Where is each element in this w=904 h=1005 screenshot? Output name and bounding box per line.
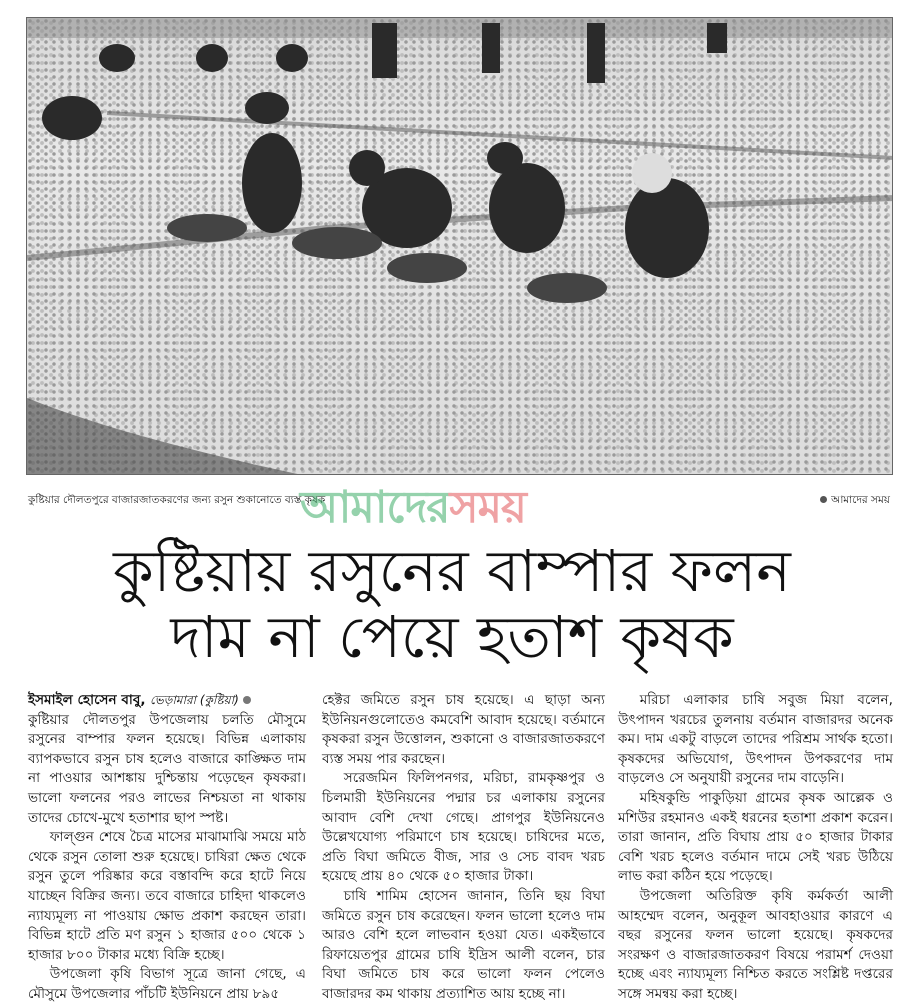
byline: ইসমাইল হোসেন বাবু, [28, 692, 146, 708]
photo-caption: কুষ্টিয়ার দৌলতপুরে বাজারজাতকরণের জন্য রসুন শুকানোতে ব্যস্ত কৃষক [28, 494, 326, 506]
photo-credit [820, 493, 890, 510]
photo-figures [27, 18, 893, 475]
headline-line-2: দাম না পেয়ে হতাশ কৃষক [170, 603, 734, 671]
bullet-icon [243, 696, 251, 704]
photo-credit-text: আমাদের সময় [831, 494, 890, 506]
paragraph: চাষি শামিম হোসেন জানান, তিনি ছয় বিঘা জমিতে রসুন চাষ করেছেন। ফলন ভালো হলেও দাম আরও বেশি হলে লাভবান হওয়া যেত। একইভাবে রিফায়েতপুর গ্রামের চাষি ইদ্রিস আলী বলেন, চার বিঘা জমিতে চাষ করে ভালো ফলন পেলেও বাজারদর কম থাকায় প্রত্যাশিত আয় হচ্ছে না। [322, 887, 605, 1002]
paragraph: উপজেলা অতিরিক্ত কৃষি কর্মকর্তা আলী আহম্মেদ বলেন, অনুকূল আবহাওয়ার কারণে এ বছর রসুনের ফলন ভালো হয়েছে। কৃষকদের সংরক্ষণ ও বাজারজাতকরণ বিষয়ে পরামর্শ দেওয়া হচ্ছে এবং ন্যায্যমূল্য নিশ্চিত করতে সংশ্লিষ্ট দপ্তরের সঙ্গে সমন্বয় করা হচ্ছে। [618, 887, 893, 1002]
paragraph: সরেজমিন ফিলিপনগর, মরিচা, রামকৃষ্ণপুর ও চিলমারী ইউনিয়নের পদ্মার চর এলাকায় রসুনের আবাদ বেশি দেখা গেছে। প্রাগপুর ইউনিয়নেও উল্লেখযোগ্য পরিমাণে চাষ হয়েছে। চাষিদের মতে, প্রতি বিঘা জমিতে বীজ, সার ও সেচ বাবদ খরচ হয়েছে প্রায় ৪০ থেকে ৫০ হাজার টাকা। [322, 770, 605, 885]
news-photo-garlic-drying [26, 17, 893, 475]
headline-line-1: কুষ্টিয়ায় রসুনের বাম্পার ফলন [113, 537, 791, 605]
paragraph: হেক্টর জমিতে রসুন চাষ হয়েছে। এ ছাড়া অন্য ইউনিয়নগুলোতেও কমবেশি আবাদ হয়েছে। বর্তমানে কৃষকরা রসুন উত্তোলন, শুকানো ও বাজারজাতকরণে ব্যস্ত সময় পার করছেন। [322, 692, 605, 767]
article-column-1 [28, 691, 306, 1005]
article-column-3 [618, 691, 893, 1005]
headline [0, 538, 904, 670]
paragraph: মহিষকুন্ডি পাকুড়িয়া গ্রামের কৃষক আল্লেক ও মশিউর রহমানও একই ধরনের হতাশা প্রকাশ করেন। তারা জানান, প্রতি বিঘায় প্রায় ৫০ হাজার টাকার বেশি খরচ হলেও বর্তমান দামে সেই খরচ উঠিয়ে লাভ করা কঠিন হয়ে পড়েছে। [618, 789, 893, 885]
paragraph: মরিচা এলাকার চাষি সবুজ মিয়া বলেন, উৎপাদন খরচের তুলনায় বর্তমান বাজারদর অনেক কম। দাম একটু বাড়লে তাদের পরিশ্রম সার্থক হতো। কৃষকদের অভিযোগ, উৎপাদন উপকরণের দাম বাড়লেও সে অনুযায়ী রসুনের দাম বাড়েনি। [618, 692, 893, 787]
watermark-part1: আমাদের [300, 482, 450, 533]
byline-row [28, 691, 306, 711]
paragraph: উপজেলা কৃষি বিভাগ সূত্রে জানা গেছে, এ মৌসুমে উপজেলার পাঁচটি ইউনিয়নে প্রায় ৮৯৫ [28, 966, 306, 1002]
bullet-icon [820, 496, 827, 503]
watermark-part2: সময় [449, 482, 526, 533]
paragraph: ফাল্গুন শেষে চৈত্র মাসের মাঝামাঝি সময়ে মাঠ থেকে রসুন তোলা শুরু হয়েছে। চাষিরা ক্ষেত থেকে রসুন তুলে পরিষ্কার করে বস্তাবন্দি করে হাটে নিয়ে যাচ্ছেন বিক্রির জন্য। তবে বাজারে চাহিদা থাকলেও ন্যায্যমূল্য না পাওয়ায় ক্ষোভ প্রকাশ করছেন তারা। বিভিন্ন হাটে প্রতি মণ রসুন ১ হাজার ৫০০ থেকে ১ হাজার ৮০০ টাকার মধ্যে বিক্রি হচ্ছে। [28, 829, 306, 963]
dateline: ভেড়ামারা (কুষ্টিয়া) [149, 693, 239, 707]
paragraph: কুষ্টিয়ার দৌলতপুর উপজেলায় চলতি মৌসুমে রসুনের বাম্পার ফলন হয়েছে। বিভিন্ন এলাকায় ব্যাপকভাবে রসুন চাষ হলেও বাজারে কাঙ্ক্ষিত দাম না পাওয়ার আশঙ্কায় দুশ্চিন্তায় পড়েছেন কৃষকরা। ভালো ফলনের পরও লাভের নিশ্চয়তা না থাকায় তাদের চোখে-মুখে হতাশার ছাপ স্পষ্ট। [28, 711, 306, 826]
article-column-2 [322, 691, 605, 1005]
